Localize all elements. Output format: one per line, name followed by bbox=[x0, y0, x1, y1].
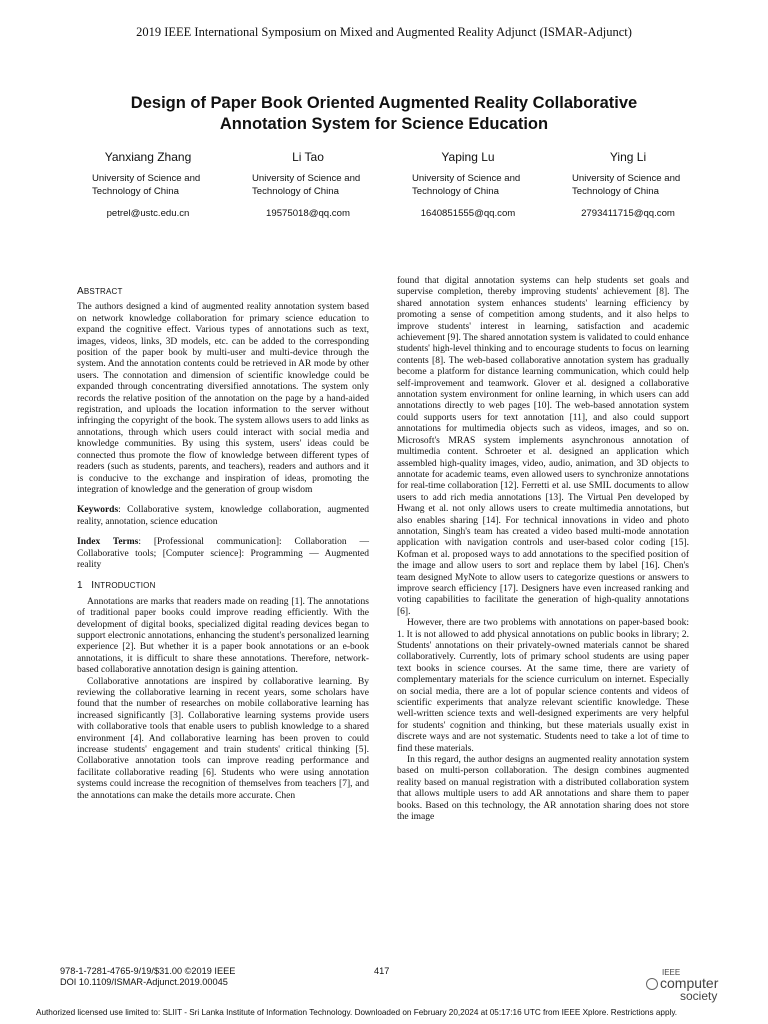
logo-text-bottom: society bbox=[680, 989, 718, 1004]
ieee-computer-society-logo bbox=[646, 968, 718, 1002]
author-block bbox=[378, 150, 558, 219]
author-name: Ying Li bbox=[609, 150, 647, 164]
author-email[interactable]: 1640851555@qq.com bbox=[420, 208, 516, 219]
paragraph: However, there are two problems with annotations on paper-based book: 1. It is not allowed to add physical annotations on public books in library; 2. Students' annotations on their privately-owned materials cannot be shared collaboratively. Currently, lots of primary school students are using paper text books in science courses. At the same time, there are variety of complementary materials for the science curriculum on internet. Especially on social media, there are a lot of popular science contents and videos of scientific experiments that analyze relevant scientific knowledge. These well-written science texts and well-designed experiments are very helpful for students' cognition and thinking, but these materials usually exist in discrete ways and are not systematic. Students need to take a lot of time to find these materials. bbox=[397, 618, 689, 754]
author-block bbox=[218, 150, 398, 219]
section-number: 1 bbox=[77, 580, 83, 592]
abstract-heading bbox=[77, 286, 369, 297]
author-email[interactable]: 19575018@qq.com bbox=[266, 208, 350, 219]
globe-icon bbox=[646, 978, 658, 990]
isbn-line: 978-1-7281-4765-9/19/$31.00 ©2019 IEEE bbox=[60, 966, 236, 976]
author-affiliation bbox=[58, 172, 238, 198]
license-notice: Authorized licensed use limited to: SLIIT - Sri Lanka Institute of Information Technology. Downloaded on February 20,2024 at 05:17:16 UTC from IEEE Xplore. Restrictions apply. bbox=[36, 1008, 678, 1017]
abstract-text: The authors designed a kind of augmented reality annotation system based on network knowledge collaboration for primary science education to expand the cognitive effect. Various types of annotations such as text, images, videos, links, 3D models, etc. can be added to the corresponding position of the paper book by multi-user and multi-device through the system. And the annotation contents could be retrieved in AR mode by other users. The connotation and dimension of scientific knowledge could be expanded through concentrating diversified annotations. The system only records the relative position of the annotation on the page by a hand-aided registration, and uploads the location information to the server without infringing the copyright of the book. The system allows users to add links as annotations, through which users could interact with social media and knowledge communities. By using this system, users' ideas could be connected thus promote the flow of knowledge between different types of readers (such as students, parents, and teachers), readers and authors and it is conducive to the exchange and inspiration of ideas, promoting the integration of knowledge and the generation of group wisdom bbox=[77, 302, 369, 495]
paragraph: found that digital annotation systems can help students set goals and supervise completion, thereby improving students' achievement [8]. The shared annotation system enhances students' learning efficiency by promoting a sense of competition among students, and it also helps to improve students' interest in learning, satisfaction and academic achievement [9]. The shared annotation system is validated to could enhance students' high-level thinking and to encourage students to focus on learning contents [8]. The web-based collaborative annotation system has gradually become a platform for distance learning communication, which could help self-improvement and teamwork. Glover et al. designed a collaborative annotation system environment for online learning, in which users can add annotations directly to web pages [10]. The web-based annotation system could supports users for text annotation [11], and also could support annotations for multimedia objects such as videos, images, and so on. Microsoft's MRAS system implements asynchronous annotation of multimedia content. Schroeter et al. designed an application which assembled high-quality images, video, audio, animation, and 3D objects to annotate for academic teams, even allowed users to synchronize annotations for real-time collaboration [12]. Ferretti et al. use SMIL documents to allow users to add rich media annotations [13]. The Virtual Pen developed by Hwang et al. not only allows users to create multimedia annotations, but also enables sharing [14]. For technical innovations in video and photo annotation, Singh's team has created a video based multi-mode annotation application with navigation controls and user-based color coding [15]. Kofman et al. proposed ways to add annotations to the specified position of the image and allow users to sort and replace them by label [16]. Chen's team designed MyNote to allow users to categorize questions or answers to improve search efficiency [17]. Designers have even increased ranking and voting capabilities to facilitate the generation of high-quality annotations [6]. bbox=[397, 276, 689, 617]
title-line-1: Design of Paper Book Oriented Augmented Reality Collaborative bbox=[130, 94, 638, 112]
index-terms bbox=[77, 537, 369, 571]
logo-text-top: IEEE bbox=[662, 968, 681, 977]
keywords-text: : Collaborative system, knowledge collaboration, augmented reality, annotation, science education bbox=[77, 505, 369, 527]
doi-line[interactable]: DOI 10.1109/ISMAR-Adjunct.2019.00045 bbox=[60, 976, 228, 987]
affiliation-line: Technology of China bbox=[412, 186, 499, 197]
paragraph: In this regard, the author designs an augmented reality annotation system based on multi-person collaboration. The design combines augmented reality based on manual registration with a distributed collaboration system that allows multiple users to add AR annotations and share them to paper books. Based on this technology, the AR annotation sharing does not store the image bbox=[397, 755, 689, 823]
footer-publication-info bbox=[60, 966, 235, 987]
heading-initial: I bbox=[91, 580, 95, 592]
heading-initial: A bbox=[77, 286, 84, 297]
affiliation-line: University of Science and bbox=[572, 173, 681, 184]
affiliation-line: Technology of China bbox=[252, 186, 339, 197]
author-name: Yaping Lu bbox=[441, 150, 495, 164]
author-name: Yanxiang Zhang bbox=[104, 150, 192, 164]
heading-rest: BSTRACT bbox=[83, 287, 123, 296]
affiliation-line: University of Science and bbox=[412, 173, 521, 184]
author-block bbox=[538, 150, 718, 219]
page-number: 417 bbox=[374, 966, 390, 976]
introduction-heading bbox=[77, 580, 369, 591]
index-terms-label: Index Terms bbox=[77, 537, 139, 548]
left-column bbox=[77, 286, 369, 802]
index-terms-text: : [Professional communication]: Collaboration — Collaborative tools; [Computer science]: Programming — Augmented reality bbox=[77, 537, 369, 570]
author-affiliation bbox=[538, 172, 718, 198]
paragraph: Collaborative annotations are inspired by collaborative learning. By reviewing the collaborative learning in recent years, some scholars have found that the number of researches on mobile collaborative learning has increased significantly [3]. Collaborative learning systems provide users with collaborative tools that enable users to publish knowledge to a shared environment [4]. And collaborative learning has been proven to could increase students' engagement and train students' critical thinking [5]. Collaborative annotation tools can improve reading performance and facilitate collaborative reading [6]. Students who were using annotation systems could increase the recognition of themselves from teachers [7], and the annotations can make the details more accurate. Chen bbox=[77, 676, 369, 801]
author-name: Li Tao bbox=[292, 150, 324, 164]
heading-rest: NTRODUCTION bbox=[94, 581, 156, 591]
keywords-label: Keywords bbox=[77, 505, 119, 516]
author-affiliation bbox=[378, 172, 558, 198]
affiliation-line: University of Science and bbox=[252, 173, 361, 184]
paragraph: Annotations are marks that readers made on reading [1]. The annotations of traditional paper books could improve reading efficiently. With the development of digital books, specialized digital reading devices began to support electronic annotations, enhancing the student's personalized learning experience [2]. But whether it is a paper book annotations or an e-book annotations, it is difficult to share these annotations. Therefore, network-based collaborative annotation design is gaining attention. bbox=[77, 596, 369, 676]
author-email[interactable]: petrel@ustc.edu.cn bbox=[106, 208, 190, 219]
affiliation-line: Technology of China bbox=[572, 186, 659, 197]
affiliation-line: University of Science and bbox=[92, 173, 201, 184]
author-affiliation bbox=[218, 172, 398, 198]
author-block bbox=[58, 150, 238, 219]
keywords bbox=[77, 505, 369, 528]
conference-header: 2019 IEEE International Symposium on Mixed and Augmented Reality Adjunct (ISMAR-Adjunct) bbox=[136, 25, 632, 39]
title-line-2: Annotation System for Science Education bbox=[219, 115, 549, 133]
affiliation-line: Technology of China bbox=[92, 186, 179, 197]
right-column bbox=[397, 276, 689, 824]
author-email[interactable]: 2793411715@qq.com bbox=[581, 208, 675, 219]
logo-text-mid: computer bbox=[660, 975, 719, 991]
paper-title bbox=[40, 93, 728, 135]
